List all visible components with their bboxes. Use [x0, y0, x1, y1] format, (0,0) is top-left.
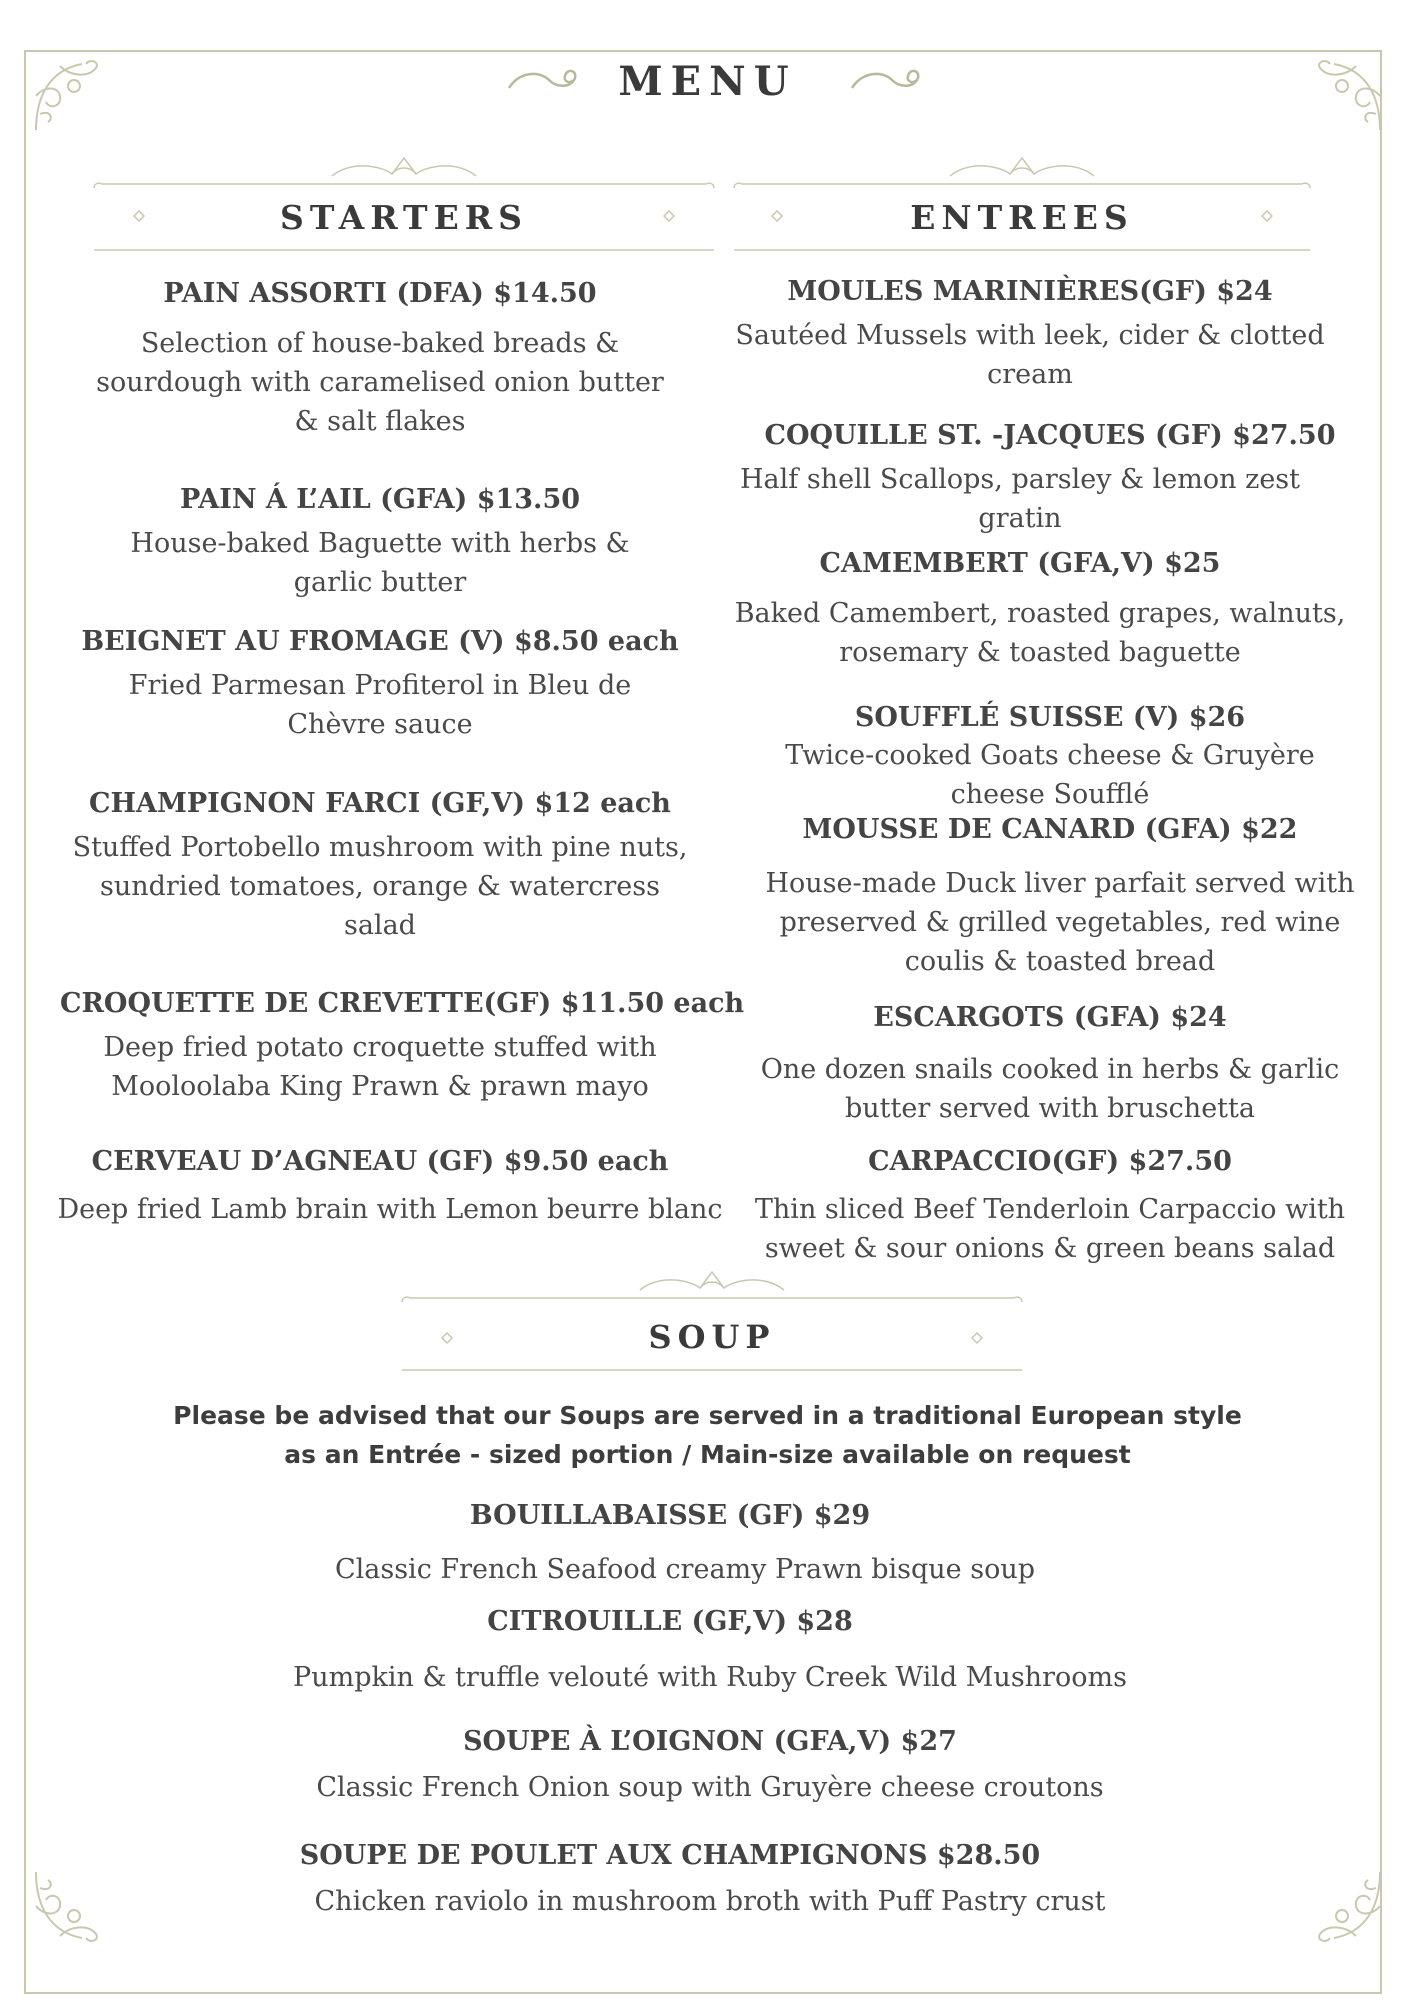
soup-desc: Pumpkin & truffle velouté with Ruby Creek Wild Mushrooms: [293, 1662, 1127, 1693]
starter-name: PAIN Á L’AIL (GFA) $13.50: [179, 484, 581, 515]
starter-desc: House-baked Baguette with herbs & garlic butter: [130, 528, 630, 598]
entree-name: MOULES MARINIÈRES(GF) $24: [787, 276, 1273, 307]
entree-name: MOUSSE DE CANARD (GFA) $22: [802, 814, 1298, 845]
entree-name: CAMEMBERT (GFA,V) $25: [819, 548, 1221, 579]
starter-name: CERVEAU D’AGNEAU (GF) $9.50 each: [91, 1146, 669, 1177]
entree-desc: Thin sliced Beef Tenderloin Carpaccio with sweet & sour onions & green beans salad: [754, 1194, 1346, 1264]
soup-desc: Classic French Onion soup with Gruyère cheese croutons: [316, 1772, 1104, 1803]
soup-name: SOUPE À L’OIGNON (GFA,V) $27: [463, 1726, 957, 1757]
starters-title: STARTERS: [280, 198, 528, 237]
soup-item: [200, 1838, 1220, 1921]
entree-name: SOUFFLÉ SUISSE (V) $26: [854, 702, 1246, 733]
corner-ornament-bottom-right: [1306, 1866, 1386, 1946]
menu-title: MENU: [618, 58, 797, 105]
starter-desc: Deep fried potato croquette stuffed with Mooloolaba King Prawn & prawn mayo: [103, 1032, 657, 1102]
entree-desc: Twice-cooked Goats cheese & Gruyère cheese Soufflé: [785, 740, 1315, 810]
entree-desc: One dozen snails cooked in herbs & garlic butter served with bruschetta: [760, 1054, 1340, 1124]
entree-name: ESCARGOTS (GFA) $24: [873, 1002, 1227, 1033]
entrees-title: ENTREES: [910, 198, 1134, 237]
starter-desc: Selection of house-baked breads & sourdough with caramelised onion butter & salt flakes: [96, 328, 664, 437]
entree-name: CARPACCIO(GF) $27.50: [868, 1146, 1232, 1177]
entree-desc: House-made Duck liver parfait served with preserved & grilled vegetables, red wine coulis & toasted bread: [765, 868, 1355, 977]
soup-item: [200, 1604, 1220, 1697]
soup-notice-line1: Please be advised that our Soups are served in a traditional European style: [173, 1401, 1242, 1430]
starter-name: BEIGNET AU FROMAGE (V) $8.50 each: [81, 626, 679, 657]
soup-list: [200, 0, 1220, 1950]
starter-name: CROQUETTE DE CREVETTE(GF) $11.50 each: [60, 988, 745, 1019]
soup-name: CITROUILLE (GF,V) $28: [487, 1606, 853, 1637]
soup-item: [200, 1498, 1220, 1589]
soup-name: SOUPE DE POULET AUX CHAMPIGNONS $28.50: [299, 1840, 1041, 1871]
soup-title: SOUP: [648, 1318, 776, 1356]
soup-desc: Classic French Seafood creamy Prawn bisque soup: [334, 1554, 1036, 1585]
entree-name: COQUILLE ST. -JACQUES (GF) $27.50: [764, 420, 1336, 451]
soup-notice-line2: as an Entrée - sized portion / Main-size available on request: [284, 1440, 1131, 1469]
starter-desc: Fried Parmesan Profiterol in Bleu de Chèvre sauce: [128, 670, 632, 740]
starter-desc: Stuffed Portobello mushroom with pine nuts, sundried tomatoes, orange & watercress salad: [72, 832, 688, 941]
corner-ornament-bottom-left: [30, 1866, 110, 1946]
entree-desc: Sautéed Mussels with leek, cider & clotted cream: [735, 320, 1325, 390]
starter-name: PAIN ASSORTI (DFA) $14.50: [163, 278, 597, 309]
starter-desc: Deep fried Lamb brain with Lemon beurre blanc: [57, 1194, 723, 1225]
entree-desc: Half shell Scallops, parsley & lemon zest gratin: [739, 464, 1301, 534]
soup-name: BOUILLABAISSE (GF) $29: [469, 1500, 871, 1531]
entree-desc: Baked Camembert, roasted grapes, walnuts, rosemary & toasted baguette: [734, 598, 1346, 668]
starter-name: CHAMPIGNON FARCI (GF,V) $12 each: [89, 788, 671, 819]
soup-desc: Chicken raviolo in mushroom broth with Puff Pastry crust: [314, 1886, 1106, 1917]
soup-item: [200, 1724, 1220, 1807]
